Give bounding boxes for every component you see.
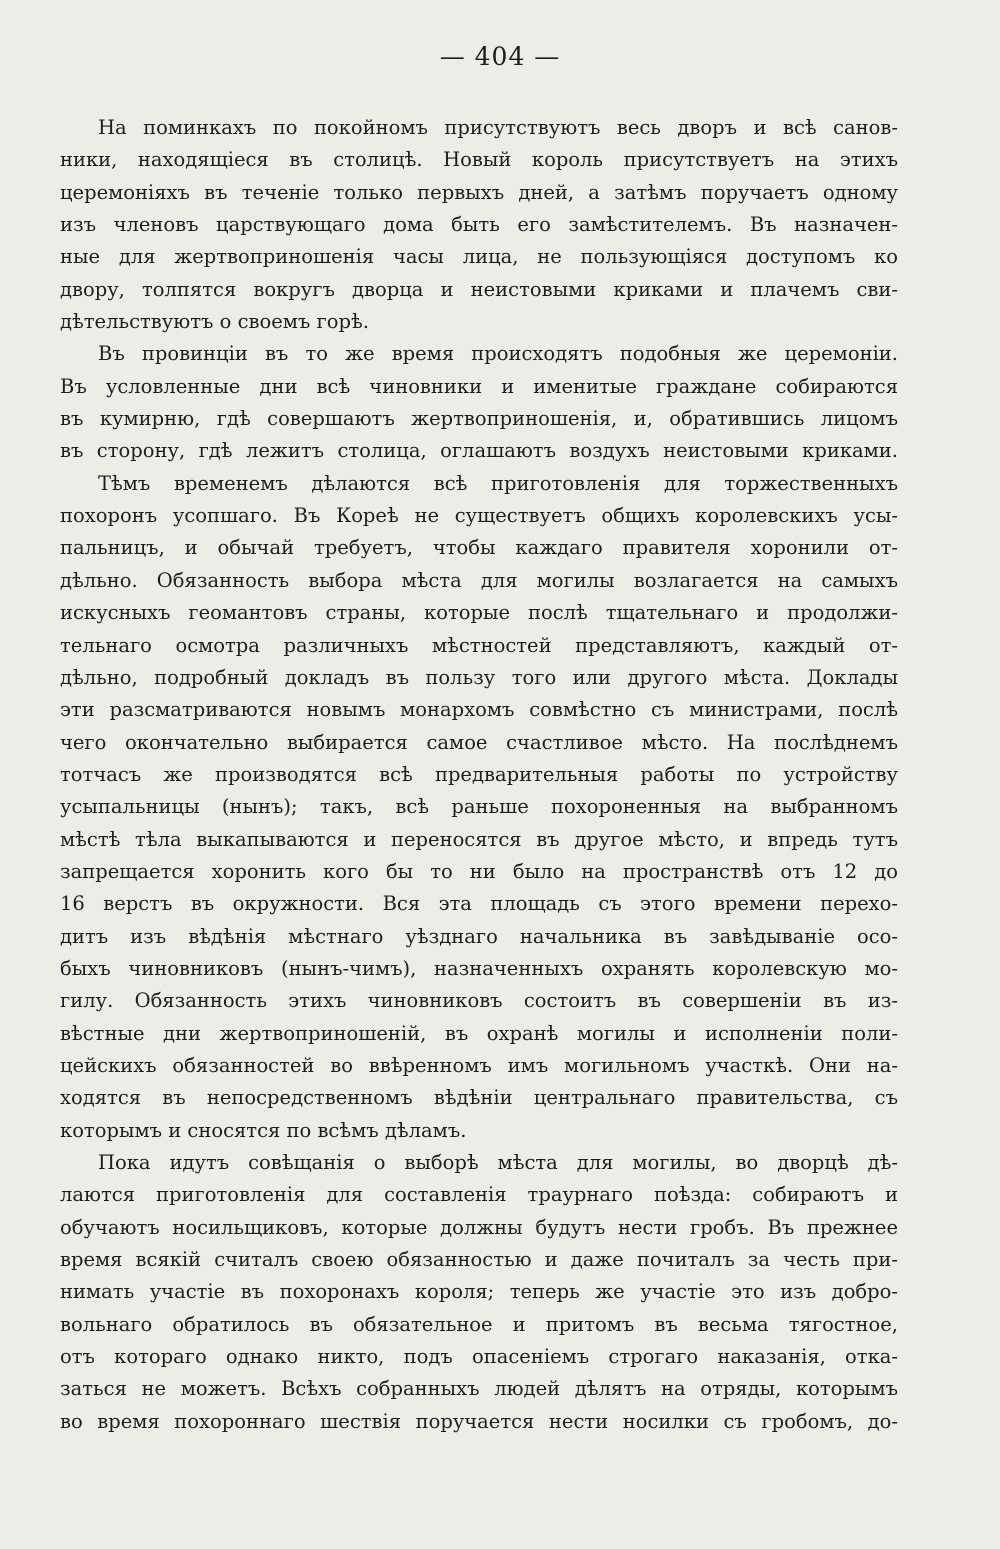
text-line: тотчасъ же производятся всѣ предварительныя работы по устройству <box>60 762 898 786</box>
text-line: Тѣмъ временемъ дѣлаются всѣ приготовленія для торжественныхъ <box>98 471 898 495</box>
text-line: дѣльно, подробный докладъ въ пользу того или другого мѣста. Доклады <box>60 665 898 689</box>
text-line: дитъ изъ вѣдѣнія мѣстнаго уѣзднаго начальника въ завѣдываніе осо- <box>60 924 898 948</box>
text-line: время всякій считалъ своею обязанностью и даже почиталъ за честь при- <box>60 1248 898 1272</box>
text-line: запрещается хоронить кого бы то ни было на пространствѣ отъ 12 до <box>60 859 898 883</box>
text-line: цейскихъ обязанностей во ввѣренномъ имъ могильномъ участкѣ. Они на- <box>60 1053 898 1077</box>
text-line: которымъ и сносятся по всѣмъ дѣламъ. <box>60 1118 467 1142</box>
paragraph-3 <box>60 468 898 1147</box>
text-line: обучаютъ носильщиковъ, которые должны будутъ нести гробъ. Въ прежнее <box>60 1215 898 1239</box>
text-line: Въ провинціи въ то же время происходятъ подобныя же церемоніи. <box>98 342 898 366</box>
text-line: ные для жертвоприношенія часы лица, не пользующіяся доступомъ ко <box>60 245 898 269</box>
text-line: ходятся въ непосредственномъ вѣдѣніи центральнаго правительства, съ <box>60 1086 898 1110</box>
text-line: лаются приготовленія для составленія траурнаго поѣзда: собираютъ и <box>60 1183 898 1207</box>
text-line: въ кумирню, гдѣ совершаютъ жертвоприношенія, и, обратившись лицомъ <box>60 407 898 431</box>
text-line: гилу. Обязанность этихъ чиновниковъ состоитъ въ совершеніи въ из- <box>60 989 898 1013</box>
text-line: похоронъ усопшаго. Въ Кореѣ не существуетъ общихъ королевскихъ усы- <box>60 504 898 528</box>
text-line: Въ условленные дни всѣ чиновники и именитые граждане собираются <box>60 374 898 398</box>
text-line: въ сторону, гдѣ лежитъ столица, оглашаютъ воздухъ неистовыми криками. <box>60 439 898 463</box>
text-line: быхъ чиновниковъ (нынъ-чимъ), назначенныхъ охранять королевскую мо- <box>60 956 898 980</box>
text-line: пальницъ, и обычай требуетъ, чтобы каждаго правителя хоронили от- <box>60 536 898 560</box>
text-line: дѣтельствуютъ о своемъ горѣ. <box>60 310 369 334</box>
page-number: — 404 — <box>439 42 561 71</box>
body-text <box>60 112 898 1438</box>
text-line: изъ членовъ царствующаго дома быть его замѣстителемъ. Въ назначен- <box>60 213 898 237</box>
text-line: мѣстѣ тѣла выкапываются и переносятся въ другое мѣсто, и впредь тутъ <box>60 827 898 851</box>
text-line: чего окончательно выбирается самое счастливое мѣсто. На послѣднемъ <box>60 730 898 754</box>
text-line: двору, толпятся вокругъ дворца и неистовыми криками и плачемъ сви- <box>60 277 898 301</box>
text-line: церемоніяхъ въ теченіе только первыхъ дней, а затѣмъ поручаетъ одному <box>60 180 898 204</box>
paragraph-1 <box>60 112 898 338</box>
text-line: На поминкахъ по покойномъ присутствуютъ весь дворъ и всѣ санов- <box>98 116 898 139</box>
text-line: 16 верстъ въ окружности. Вся эта площадь съ этого времени перехо- <box>60 892 898 916</box>
text-line: Пока идутъ совѣщанія о выборѣ мѣста для могилы, во дворцѣ дѣ- <box>98 1151 898 1174</box>
text-line: во время похороннаго шествія поручается нести носилки съ гробомъ, до- <box>60 1409 898 1433</box>
text-line: эти разсматриваются новымъ монархомъ совмѣстно съ министрами, послѣ <box>60 698 898 722</box>
text-line: ники, находящіеся въ столицѣ. Новый король присутствуетъ на этихъ <box>60 148 898 172</box>
text-line: дѣльно. Обязанность выбора мѣста для могилы возлагается на самыхъ <box>60 568 898 592</box>
text-line: вольнаго обратилось въ обязательное и притомъ въ весьма тягостное, <box>60 1312 898 1336</box>
text-line: нимать участіе въ похоронахъ короля; теперь же участіе это изъ добро- <box>60 1280 898 1304</box>
paragraph-4 <box>60 1147 898 1438</box>
text-line: тельнаго осмотра различныхъ мѣстностей представляютъ, каждый от- <box>60 633 898 657</box>
text-line: отъ котораго однако никто, подъ опасеніемъ строгаго наказанія, отка- <box>60 1345 898 1369</box>
paragraph-2 <box>60 338 898 467</box>
text-line: искусныхъ геомантовъ страны, которые послѣ тщательнаго и продолжи- <box>60 601 898 625</box>
text-line: заться не можетъ. Всѣхъ собранныхъ людей дѣлятъ на отряды, которымъ <box>60 1377 898 1401</box>
text-line: вѣстные дни жертвоприношеній, въ охранѣ могилы и исполненіи поли- <box>60 1021 898 1045</box>
text-line: усыпальницы (нынъ); такъ, всѣ раньше похороненныя на выбранномъ <box>60 795 898 819</box>
